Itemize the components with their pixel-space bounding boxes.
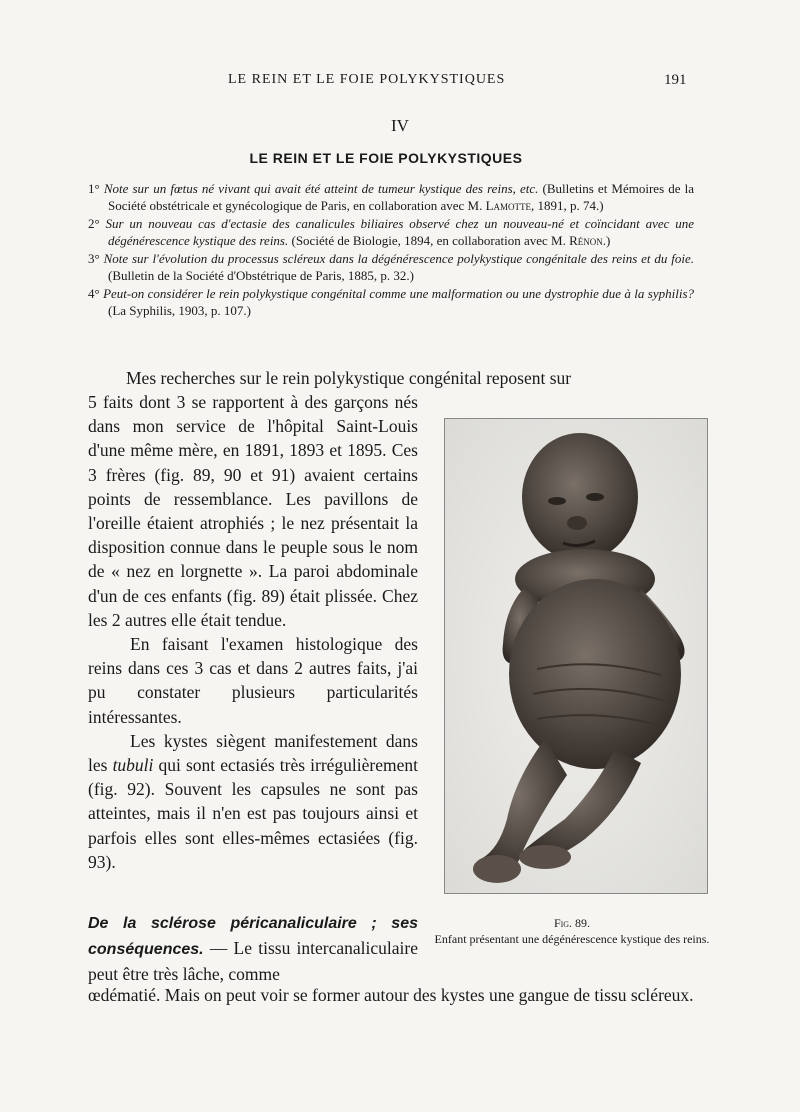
running-title: LE REIN ET LE FOIE POLYKYSTIQUES [228, 72, 506, 87]
subsection-paragraph [88, 910, 418, 987]
biblio-author: Rénon [569, 233, 603, 248]
lead-paragraph-line: Mes recherches sur le rein polykystique congénital reposent sur [126, 368, 572, 388]
paragraph-cases: 5 faits dont 3 se rapportent à des garçons nés dans mon service de l'hôpital Saint-Louis d'une même mère, en 1891, 1893 et 1895. Ces 3 frères (fig. 89, 90 et 91) avaient certains points de ressemblance. Les pavillons de l'oreille étaient atrophiés ; le nez présentait la disposition connue dans le peuple sous le nom de « nez en lorgnette ». La paroi abdominale d'un de ces enfants (fig. 89) était plissée. Chez les 2 autres elle était tendue. [88, 392, 418, 630]
bibliography-item [88, 180, 694, 214]
bibliography-item [88, 250, 694, 284]
biblio-reference-end: , 1891, p. 74.) [531, 198, 604, 213]
biblio-author: Lamotte [485, 198, 532, 213]
narrow-column [88, 390, 418, 874]
paragraph-cysts [88, 729, 418, 874]
biblio-reference: (Bulletins et Mémoires de la Société obstétricale et gynécologique de Paris, en collaboration avec M. [108, 181, 695, 213]
section-title: LE REIN ET LE FOIE POLYKYSTIQUES [249, 150, 523, 166]
tubuli-term: tubuli [112, 755, 154, 776]
infant-photograph-illustration [445, 419, 707, 893]
biblio-number: 1° [88, 181, 100, 196]
final-paragraph-continuation [88, 983, 704, 1007]
figure-caption [424, 916, 720, 946]
biblio-title: Peut-on considérer le rein polykystique congénital comme une malformation ou une dystrophie due à la syphilis? [103, 286, 694, 301]
bibliography-item [88, 285, 694, 319]
biblio-title: Sur un nouveau cas d'ectasie des canalicules biliaires observé chez un nouveau-né et coïncidant avec une dégénérescence kystique des reins. [105, 216, 694, 248]
running-head [0, 72, 800, 92]
bibliography-list [88, 180, 694, 320]
biblio-number: 2° [88, 216, 100, 231]
biblio-number: 4° [88, 286, 100, 301]
biblio-reference: (La Syphilis, 1903, p. 107.) [108, 303, 251, 318]
section-number: IV [391, 116, 409, 135]
biblio-reference-end: .) [602, 233, 611, 248]
page-number: 191 [664, 72, 687, 88]
cysts-text-start: Les kystes siègent manifestement dans les [88, 730, 418, 776]
subsection-start [88, 910, 418, 987]
figure-label: Fig. 89. [553, 916, 591, 930]
figure-89-photograph [444, 418, 708, 894]
biblio-reference: (Société de Biologie, 1894, en collaboration avec M. [291, 233, 566, 248]
bibliography-item [88, 215, 694, 249]
biblio-reference: (Bulletin de la Société d'Obstétrique de Paris, 1885, p. 32.) [108, 268, 414, 283]
subsection-heading: De la sclérose péricanaliculaire ; ses conséquences. [88, 915, 418, 959]
cysts-text-end: qui sont ectasiés très irrégulièrement (fig. 92). Souvent les capsules ne sont pas atteintes, mais il n'en est pas toujours ainsi et parfois elles sont elles-mêmes ectasiées (fig. 93). [88, 755, 419, 872]
paragraph-histology: En faisant l'examen histologique des reins dans ces 3 cas et dans 2 autres faits, j'ai pu constater plusieurs particularités intéressantes. [88, 634, 418, 727]
biblio-number: 3° [88, 251, 100, 266]
final-text: œdématié. Mais on peut voir se former autour des kystes une gangue de tissu scléreux. [88, 985, 694, 1005]
biblio-title: Note sur un fœtus né vivant qui avait été atteint de tumeur kystique des reins, etc. [103, 181, 539, 196]
biblio-title: Note sur l'évolution du processus scléreux dans la dégénérescence polykystique congénitale des reins et du foie. [103, 251, 694, 266]
subsection-text: — Le tissu intercanaliculaire peut être très lâche, comme [88, 938, 418, 985]
figure-caption-text: Enfant présentant une dégénérescence kystique des reins. [434, 932, 710, 946]
